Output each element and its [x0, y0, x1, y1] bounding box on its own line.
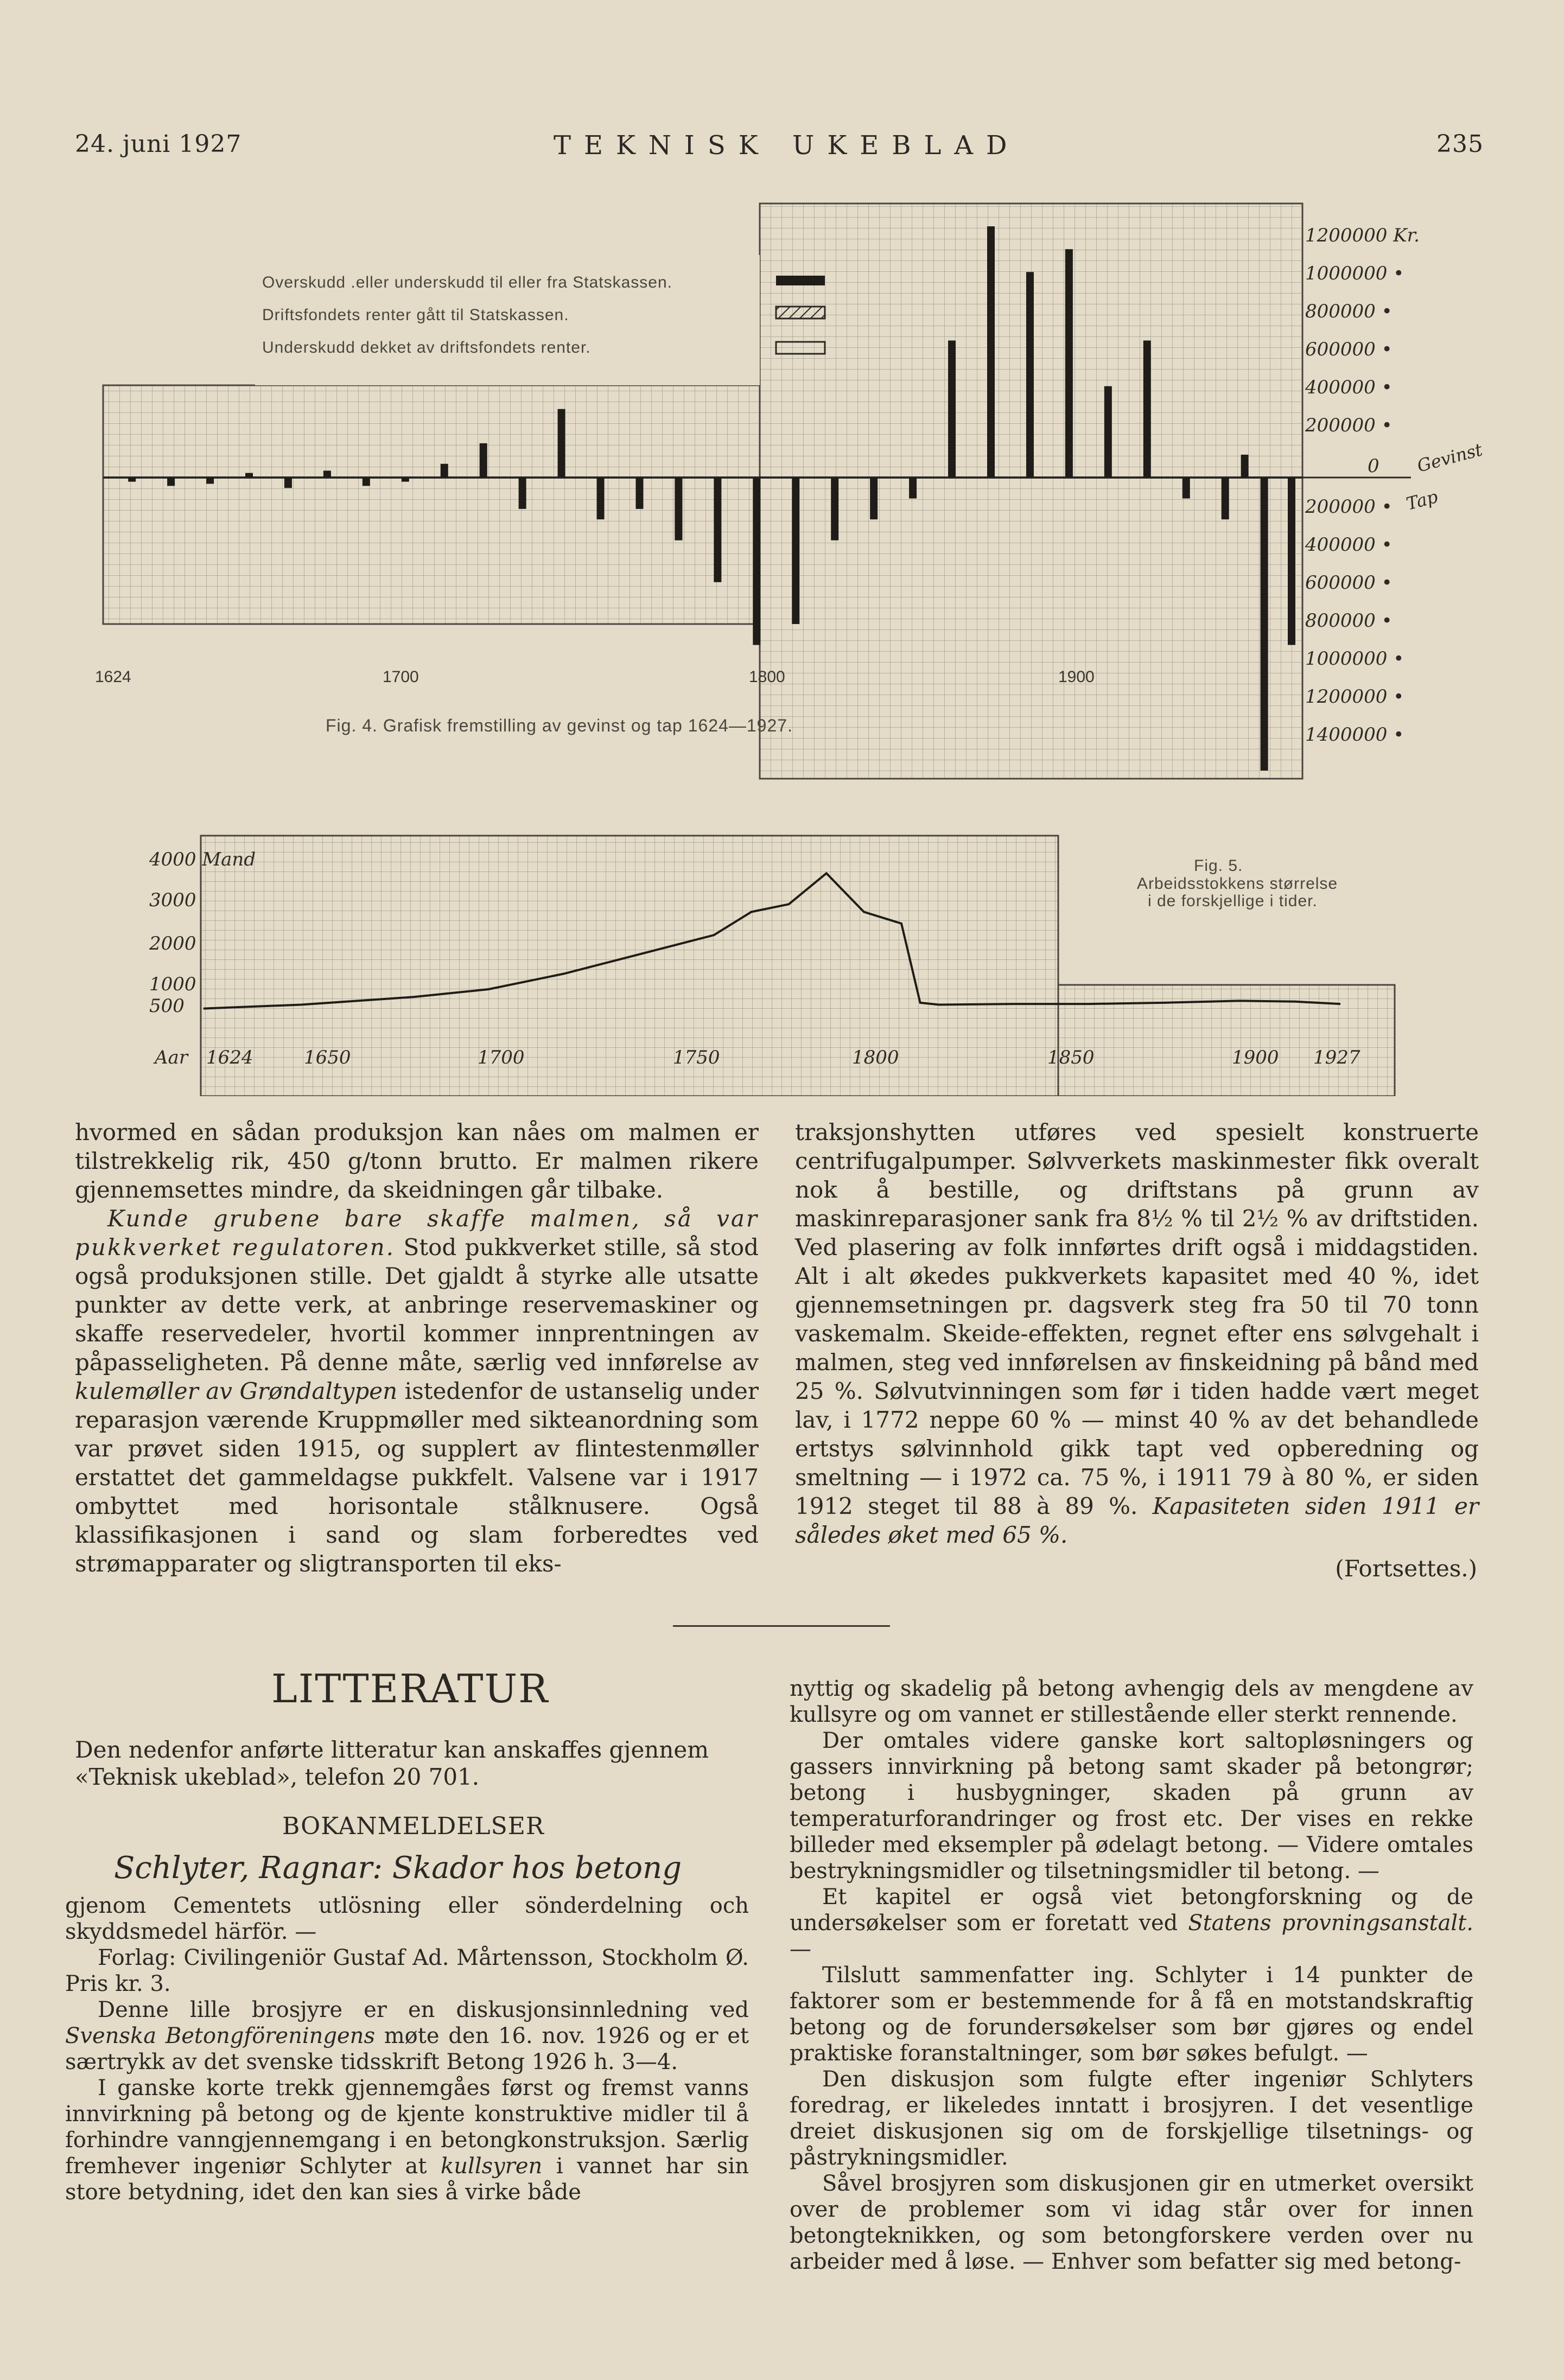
review-r2: Der omtales videre ganske kort saltopløsningers og gassers innvirkning på betong samt skader på betongrør; betong i husbygninger, skaden på grunn av temperaturforandringer og frost etc. Der vises en rekke billeder med eksempler på ødelagt betong. — Videre omtales bestrykningsmidler og tilsetningsmidler til betong. — [790, 1728, 1473, 1883]
legend-text-2: Driftsfondets renter gått til Statskassen. [262, 306, 569, 324]
body-left-emphasis: Kunde grubene bare skaffe malmen, så var pukkverket regulatoren. [75, 1205, 759, 1261]
fig5-y-label: 3000 [149, 889, 196, 911]
fig4-grid-left [103, 385, 760, 624]
review-p1-italic: Svenska Betongföreningens [65, 2023, 375, 2048]
fig4-bar [675, 478, 682, 540]
fig5-x-label: 1750 [673, 1047, 720, 1068]
review-r5: Den diskusjon som fulgte efter ingeniør Schlyters foredrag, er likeledes inntatt i brosjyren. I det vesentlige dreiet diskusjonen sig om de forskjellige tilsetnings- og påstrykningsmidler. [790, 2067, 1473, 2170]
fig4-y-label: 800000 • [1305, 610, 1393, 632]
fig4-bar [480, 443, 487, 478]
header-date: 24. juni 1927 [75, 130, 242, 158]
body-left-para-1: hvormed en sådan produksjon kan nåes om malmen er tilstrekkelig rik, 450 g/tonn brutto. Er malmen rikere gjennemsettes mindre, da skeidningen går tilbake. [75, 1119, 759, 1203]
fig5-x-label: 1650 [304, 1047, 351, 1068]
legend-text-1: Overskudd .eller underskudd til eller fra Statskassen. [262, 273, 672, 291]
fig4-y-label: 1000000 • [1305, 648, 1404, 670]
fig4-y-label: 400000 • [1305, 377, 1393, 398]
review-column-left [65, 1893, 749, 2205]
legend-text-3: Underskudd dekket av driftsfondets renter. [262, 339, 591, 357]
fig5-x-label: 1900 [1232, 1047, 1279, 1068]
fig4-bar [597, 478, 605, 519]
fig5-y-label: 500 [149, 995, 185, 1017]
review-r3-italic: Statens provningsanstalt. [1188, 1911, 1473, 1936]
fig5-x-label: 1850 [1047, 1047, 1095, 1068]
review-p2-italic: kullsyren [441, 2154, 543, 2179]
fig4-bar [909, 478, 917, 499]
fig4-caption: Fig. 4. Grafisk fremstilling av gevinst og tap 1624—1927. [326, 716, 793, 735]
fig4-bar [1104, 386, 1112, 478]
fig5-y-label: 4000 Mand [149, 849, 256, 870]
fig4-bar [1241, 455, 1249, 478]
fig4-y-label: 1200000 Kr. [1305, 225, 1420, 246]
fig4-bar [870, 478, 878, 519]
fig4-bar [284, 478, 292, 488]
fig4-bar [323, 470, 331, 478]
fig4-y-label: 600000 • [1305, 339, 1393, 360]
fig4-bar [1026, 272, 1034, 478]
review-column-right [790, 1676, 1473, 2275]
review-r3-b: — [790, 1937, 811, 1962]
body-column-right [795, 1118, 1479, 1549]
fig4-bar [1182, 478, 1190, 499]
fig4-bar [1065, 249, 1073, 478]
review-p2-b: i vannet har sin store betydning, idet den kan sies å virke både [65, 2154, 749, 2205]
fig5-x-label: 1927 [1313, 1047, 1360, 1068]
fig4-bar [519, 478, 526, 509]
fig4-x-label-1624: 1624 [95, 668, 131, 686]
fig5-x-label: 1800 [852, 1047, 899, 1068]
fig4-y-label: 1200000 • [1305, 686, 1404, 708]
figure-5-chart [0, 803, 1564, 1096]
fig4-x-label-1800: 1800 [749, 668, 785, 686]
fig4-y-label: 800000 • [1305, 301, 1393, 322]
fig4-y-label: 600000 • [1305, 572, 1393, 594]
fig4-y-label: 1400000 • [1305, 724, 1404, 746]
fig4-bar [128, 478, 136, 482]
fig5-y-label: 1000 [149, 973, 196, 995]
fig5-y-label: 2000 [149, 933, 196, 954]
fig4-bar [948, 341, 956, 478]
fig5-caption-line1: Arbeidsstokkens størrelse [1137, 875, 1338, 893]
review-p1-b: møte den 16. nov. 1926 og er et særtrykk av det svenske tidsskrift Betong 1926 h. 3—4. [65, 2023, 749, 2074]
gain-label: Gevinst [1415, 439, 1485, 476]
body-left-para-2b: istedenfor de ustanselig under reparasjon værende Kruppmøller med sikteanordning som var prøvet siden 1915, og supplert av flintestenmøller erstattet det gammeldagse pukkfelt. Valsene var i 1917 ombyttet med horisontale stålknusere. Også klassifikasjonen i sand og slam forberedtes ved strømapparater og sligtransporten til eks- [75, 1378, 759, 1577]
book-subtitle: gjenom Cementets utlösning eller sönderdelning och skyddsmedel härför. — [65, 1893, 749, 1944]
fig4-bar [1143, 341, 1151, 478]
figure-4-chart [0, 0, 1564, 803]
fig4-y-label: 200000 • [1305, 415, 1393, 436]
book-reviews-heading: BOKANMELDELSER [282, 1812, 544, 1840]
legend-swatch-solid [776, 276, 825, 285]
review-r3-a: Et kapitel er også viet betongforskning og de undersøkelser som er foretatt ved [790, 1885, 1473, 1936]
review-p1-a: Denne lille brosjyre er en diskusjonsinnledning ved [98, 1997, 749, 2022]
fig4-y-label: 400000 • [1305, 534, 1393, 556]
fig4-bar [206, 478, 214, 484]
body-left-para-2a: Stod pukkverket stille, så stod også produksjonen stille. Det gjaldt å styrke alle utsatte punkter av dette verk, at anbringe reservemaskiner og skaffe reservedeler, hvortil kommer innprentningen av påpasseligheten. På denne måte, særlig ved innførelse av [75, 1234, 759, 1376]
book-title: Schlyter, Ragnar: Skador hos betong [114, 1850, 682, 1886]
fig4-bar [831, 478, 838, 540]
fig4-bar [441, 464, 448, 478]
journal-title: TEKNISK UKEBLAD [554, 130, 1020, 161]
fig5-caption-line2: i de forskjellige i tider. [1148, 892, 1318, 910]
section-divider [673, 1625, 890, 1627]
fig4-bar [1288, 478, 1295, 645]
fig4-bar [363, 478, 370, 486]
fig4-y-label: 1000000 • [1305, 263, 1404, 284]
literature-title: LITTERATUR [271, 1666, 549, 1711]
fig4-bar [1222, 478, 1229, 519]
fig5-caption-number: Fig. 5. [1194, 857, 1243, 875]
fig4-y-label: 0 [1368, 455, 1379, 477]
fig4-y-label: 200000 • [1305, 496, 1393, 518]
review-r4: Tilslutt sammenfatter ing. Schlyter i 14 punkter de faktorer som er bestemmende for å få en motstandskraftig betong og de forundersøkelser som bør gjøres og endel praktiske foranstaltninger, som bør søkes befulgt. — [790, 1963, 1473, 2066]
fig4-bar [753, 478, 760, 645]
book-publisher: Forlag: Civilingeniör Gustaf Ad. Mårtensson, Stockholm Ø. Pris kr. 3. [65, 1945, 749, 1996]
body-right-para: traksjonshytten utføres ved spesielt konstruerte centrifugalpumper. Sølvverkets maskinmester fikk overalt nok å bestille, og driftstans på grunn av maskinreparasjoner sank fra 8½ % til 2½ % av driftstiden. Ved plasering av folk innførtes drift også i middagstiden. Alt i alt økedes pukkverkets kapasitet med 40 %, idet gjennemsetningen pr. dagsverk steg fra 50 til 70 tonn vaskemalm. Skeide-effekten, regnet efter ens sølvgehalt i malmen, steg ved innførelsen av finskeidning på bånd med 25 %. Sølvutvinningen som før i tiden hadde vært meget lav, i 1772 neppe 60 % — minst 40 % av det behandlede ertstys sølvinnhold gikk tapt ved opberedning og smeltning — i 1972 ca. 75 %, i 1911 79 à 80 %, er siden 1912 steget til 88 à 89 %. [795, 1119, 1479, 1519]
fig4-x-label-1700: 1700 [383, 668, 419, 686]
legend-swatch-hatched [776, 307, 825, 319]
fig4-bar [402, 478, 409, 482]
body-column-left [75, 1118, 759, 1578]
page-number: 235 [1436, 130, 1484, 158]
fig4-bar [714, 478, 721, 582]
fig4-bar [167, 478, 175, 486]
fig4-y-axis [1305, 225, 1420, 746]
literature-intro: Den nedenfor anførte litteratur kan anskaffes gjennem «Teknisk ukeblad», telefon 20 701. [75, 1736, 709, 1790]
fig5-x-label: Aar [155, 1047, 188, 1068]
body-right-emphasis: Kapasiteten siden 1911 er således øket med 65 %. [795, 1493, 1479, 1548]
review-r1: nyttig og skadelig på betong avhengig dels av mengdene av kullsyre og om vannet er stillestående eller sterkt rennende. [790, 1676, 1473, 1727]
fig4-bar [1261, 478, 1268, 771]
continued-note: (Fortsettes.) [1335, 1555, 1477, 1582]
fig4-bar [558, 409, 565, 478]
fig4-bar [635, 478, 643, 509]
review-p2-a: I ganske korte trekk gjennemgåes først og fremst vanns innvirkning på betong og de kjente konstruktive midler til å forhindre vanngjennemgang i en betongkonstruksjon. Særlig fremhever ingeniør Schlyter at [65, 2076, 749, 2179]
fig4-x-label-1900: 1900 [1058, 668, 1095, 686]
fig5-x-label: 1700 [478, 1047, 525, 1068]
fig4-bar [245, 473, 253, 478]
loss-label: Tap [1404, 486, 1440, 514]
body-left-italic: kulemøller av Grøndaltypen [75, 1378, 398, 1404]
fig5-x-label: 1624 [206, 1047, 253, 1068]
fig4-bar [987, 226, 995, 478]
review-r6: Såvel brosjyren som diskusjonen gir en utmerket oversikt over de problemer som vi idag står over for innen betongteknikken, og som betongforskere verden over nu arbeider med å løse. — Enhver som befatter sig med betong- [790, 2171, 1473, 2274]
fig4-bar [792, 478, 799, 624]
